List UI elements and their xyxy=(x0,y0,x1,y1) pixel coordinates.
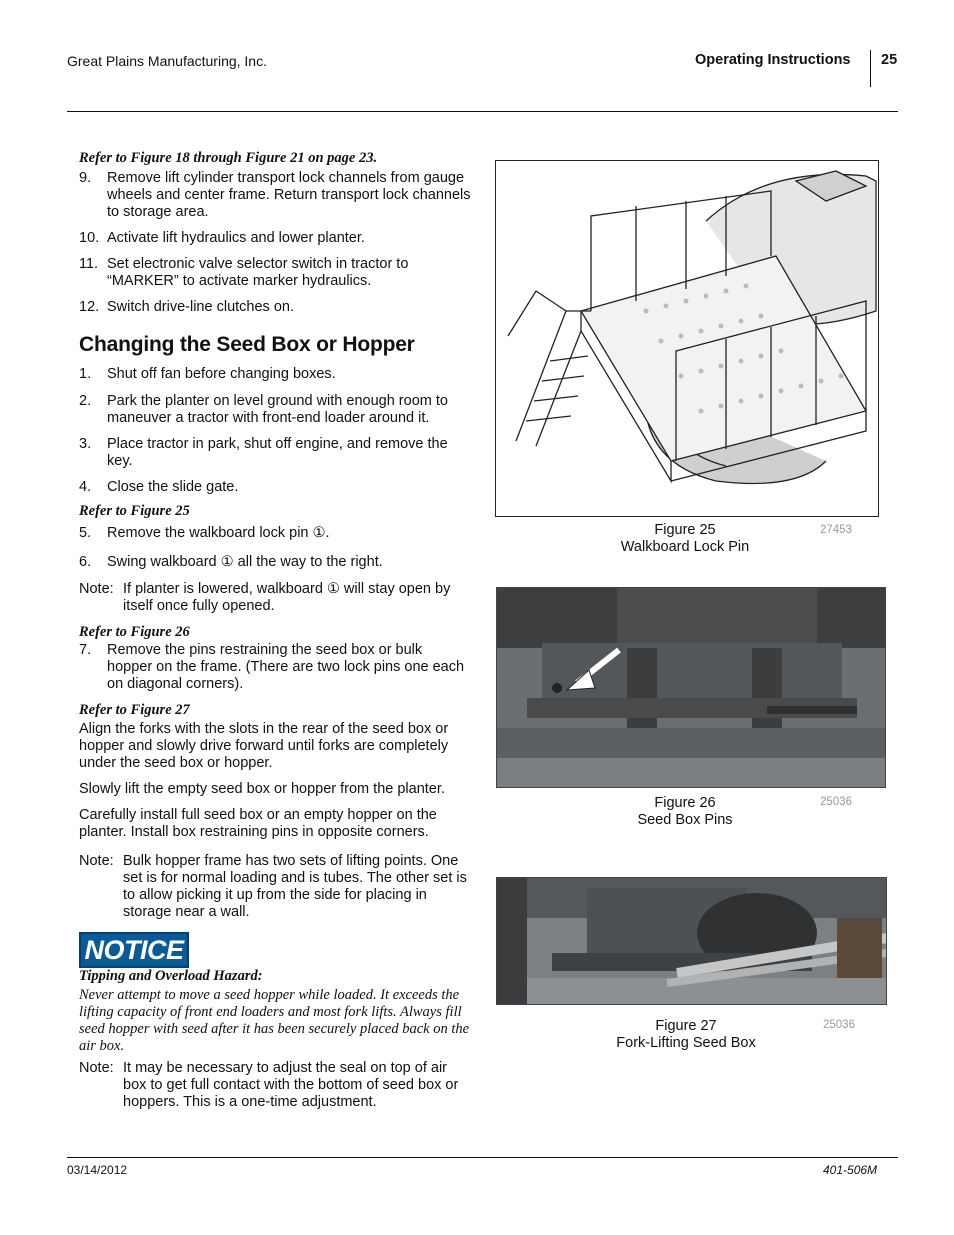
note-text: It may be necessary to adjust the seal on top of air box to get full contact with the bottom of seed box or hoppers. This is a one-time adjustment. xyxy=(123,1060,459,1110)
fork-lifting-photo xyxy=(497,878,887,1005)
note-label: Note: xyxy=(79,581,114,597)
figure-id: 25036 xyxy=(823,1019,855,1031)
step-text: Swing walkboard ① all the way to the right. xyxy=(107,554,383,570)
list-item xyxy=(79,230,471,247)
footer-rule xyxy=(67,1157,898,1158)
figure-label: Figure 26 xyxy=(654,795,716,811)
figure-id: 25036 xyxy=(820,796,852,808)
note-label: Note: xyxy=(79,853,114,869)
intro-reference: Refer to Figure 18 through Figure 21 on page 23. xyxy=(79,150,378,166)
step-number: 11. xyxy=(79,256,99,272)
list-item xyxy=(79,256,471,290)
step-number: 1. xyxy=(79,366,92,382)
figure-label: Figure 27 xyxy=(655,1018,717,1034)
list-item xyxy=(79,479,471,496)
step-number: 12. xyxy=(79,299,100,315)
step-text: Activate lift hydraulics and lower planter. xyxy=(107,230,365,246)
note xyxy=(79,581,471,615)
list-item xyxy=(79,642,471,693)
figure-caption xyxy=(595,522,775,556)
step-text: Park the planter on level ground with enough room to maneuver a tractor with front-end loader around it. xyxy=(107,393,448,426)
paragraph: Carefully install full seed box or an empty hopper on the planter. Install box restraining pins in opposite corners. xyxy=(79,807,437,840)
figure-title: Seed Box Pins xyxy=(637,812,733,828)
step-text: Remove the walkboard lock pin ①. xyxy=(107,525,330,541)
list-item xyxy=(79,299,471,316)
note xyxy=(79,853,471,921)
section-title: Operating Instructions xyxy=(695,52,851,68)
walkboard-illustration xyxy=(496,161,878,516)
seed-box-pins-photo xyxy=(497,588,886,788)
step-text: Switch drive-line clutches on. xyxy=(107,299,294,315)
list-item xyxy=(79,436,471,470)
figure-caption xyxy=(595,795,775,829)
page-number: 25 xyxy=(881,52,898,68)
note-text: If planter is lowered, walkboard ① will stay open by itself once fully opened. xyxy=(123,581,451,614)
list-item xyxy=(79,554,471,571)
figure-label: Figure 25 xyxy=(654,522,716,538)
section-heading: Changing the Seed Box or Hopper xyxy=(79,333,415,356)
list-item xyxy=(79,525,471,542)
step-number: 9. xyxy=(79,170,92,186)
figure-title: Walkboard Lock Pin xyxy=(620,539,750,555)
step-number: 4. xyxy=(79,479,92,495)
figure-26-image xyxy=(496,587,886,788)
figure-reference: Refer to Figure 25 xyxy=(79,503,190,519)
step-text: Remove the pins restraining the seed box or bulk hopper on the frame. (There are two lock pins one each on diagonal corners). xyxy=(107,642,465,692)
step-text: Place tractor in park, shut off engine, and remove the key. xyxy=(107,436,448,469)
hazard-body: Never attempt to move a seed hopper while loaded. It exceeds the lifting capacity of front end loaders and most fork lifts. Always fill seed hopper with seed after it has been securely placed back on the air box. xyxy=(79,987,470,1054)
header-rule xyxy=(67,111,898,112)
step-text: Remove lift cylinder transport lock channels from gauge wheels and center frame. Return transport lock channels to storage area. xyxy=(107,170,471,220)
step-text: Set electronic valve selector switch in tractor to “MARKER” to activate marker hydraulics. xyxy=(107,256,409,289)
paragraph: Align the forks with the slots in the rear of the seed box or hopper and slowly drive forward until forks are completely under the seed box or hopper. xyxy=(79,721,449,771)
footer-doc-number: 401-506M xyxy=(823,1163,878,1177)
list-item xyxy=(79,366,471,383)
figure-id: 27453 xyxy=(820,524,852,536)
step-number: 10. xyxy=(79,230,100,246)
note xyxy=(79,1060,471,1111)
step-number: 7. xyxy=(79,642,92,658)
step-text: Shut off fan before changing boxes. xyxy=(107,366,336,382)
step-text: Close the slide gate. xyxy=(107,479,239,495)
step-number: 2. xyxy=(79,393,92,409)
step-number: 6. xyxy=(79,554,92,570)
note-text: Bulk hopper frame has two sets of lifting points. One set is for normal loading and is tubes. The other set is to allow picking it up from the side for placing in storage near a wall. xyxy=(123,853,467,920)
figure-title: Fork-Lifting Seed Box xyxy=(616,1035,756,1051)
list-item xyxy=(79,170,471,221)
step-number: 5. xyxy=(79,525,92,541)
step-number: 3. xyxy=(79,436,92,452)
company-name: Great Plains Manufacturing, Inc. xyxy=(67,53,267,69)
list-item xyxy=(79,393,471,427)
notice-badge xyxy=(79,932,189,968)
hazard-title: Tipping and Overload Hazard: xyxy=(79,968,263,984)
figure-reference: Refer to Figure 26 xyxy=(79,624,190,640)
notice-badge-label: NOTICE xyxy=(84,935,184,965)
footer-date: 03/14/2012 xyxy=(67,1163,128,1177)
figure-25-image xyxy=(495,160,879,517)
figure-caption xyxy=(596,1018,776,1052)
figure-27-image xyxy=(496,877,887,1005)
note-label: Note: xyxy=(79,1060,114,1076)
paragraph: Slowly lift the empty seed box or hopper from the planter. xyxy=(79,781,445,797)
header-divider xyxy=(870,50,871,87)
figure-reference: Refer to Figure 27 xyxy=(79,702,190,718)
